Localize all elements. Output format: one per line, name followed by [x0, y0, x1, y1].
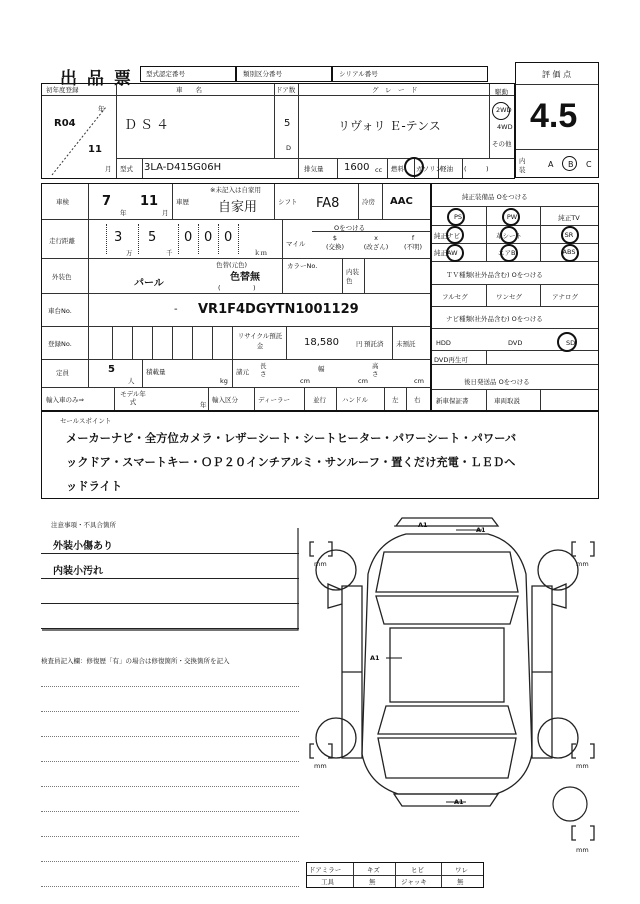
handle-right: 右 [414, 396, 421, 404]
genuine-leather: 革シート [496, 232, 522, 240]
later-warranty: 新車保証書 [436, 397, 469, 405]
note-line-2: 内装小汚れ [53, 566, 103, 577]
fuel-label: 燃料 [391, 165, 404, 173]
handle-left: 左 [392, 396, 399, 404]
details-block [41, 183, 431, 411]
recycle-value: 18,580 [304, 337, 339, 348]
doors-value: 5 [284, 118, 291, 129]
color-paren: ( ) [218, 284, 256, 292]
abs-circle [561, 244, 579, 262]
inspection-label: 車検 [56, 198, 69, 206]
vehicle-block [41, 83, 515, 179]
width-unit: cm [358, 377, 368, 385]
tv-fullseg: フルセグ [442, 293, 468, 301]
genuine-airbag: エアB [498, 249, 516, 257]
ac-label: 冷房 [362, 198, 375, 206]
year-value: R04 [54, 118, 76, 129]
genuine-ps: PS [453, 213, 463, 221]
mileage-digit-2: 5 [148, 230, 157, 245]
dvd-playback-label: DVD再生可 [434, 356, 468, 364]
model-label: 型式 [120, 165, 133, 173]
footer-table [306, 862, 484, 888]
inspector-label: 検査員記入欄：修復歴「有」の場合は修復箇所・交換箇所を記入 [41, 657, 230, 665]
color-change-label: 色替(元色) [216, 261, 248, 269]
mileage-man-unit: 万 [126, 249, 133, 257]
selling-point-line-1: メーカーナビ・全方位カメラ・レザーシート・シートヒーター・パワーシート・パワーバ [66, 432, 517, 445]
selling-point-line-2: ックドア・スマートキー・ＯＰ２０インチアルミ・サンルーフ・置くだけ充電・ＬＥＤヘ [66, 456, 516, 469]
import-parallel: 並行 [313, 396, 326, 404]
capacity-label: 定員 [56, 369, 69, 377]
interior-grade-b-circle [562, 156, 577, 171]
drive-other: その他 [492, 140, 512, 148]
shift-label: シフト [278, 198, 298, 206]
fuel-gasoline-circle [404, 157, 424, 177]
footer-header-scratch: キズ [367, 866, 380, 874]
history-label: 車歴 [176, 198, 189, 206]
model-cert-label: 型式認定番号 [146, 70, 185, 78]
damage-mark-front-left: A1 [418, 521, 428, 529]
selling-points-label: セールスポイント [60, 417, 112, 425]
interior-color-label: 内装色 [346, 268, 359, 285]
pw-circle [502, 208, 520, 226]
note-line-1: 外装小傷あり [53, 541, 113, 552]
mileage-digit-5: 0 [224, 230, 233, 245]
footer-value-tool: 工具 [321, 878, 334, 886]
circle-note: Oをつける [334, 224, 366, 232]
mileage-digit-1: 3 [114, 230, 123, 245]
footer-header-break: ワレ [455, 866, 468, 874]
inspection-month: 11 [140, 194, 159, 209]
car-damage-diagram [306, 512, 606, 842]
damage-mark-left-door: A1 [370, 654, 380, 662]
height-label: 高さ [372, 362, 379, 378]
drive-label: 駆動 [495, 88, 508, 96]
genuine-abs: ABS [562, 248, 576, 256]
mile-label: マイル [286, 240, 306, 248]
footer-value-tool-status: 無 [369, 878, 376, 886]
unknown-label: f (不明) [403, 234, 423, 251]
color-change-value: 色替無 [230, 272, 260, 283]
notes-label: 注意事項・不具合箇所 [51, 521, 116, 529]
genuine-sr: SR [564, 231, 574, 239]
model-cert-field [140, 66, 236, 82]
genuine-navi: 純正ナビ [434, 232, 460, 240]
footer-value-jack: ジャッキ [401, 878, 427, 886]
selling-point-line-3: ッドライト [66, 480, 123, 493]
displacement-unit: cc [375, 166, 383, 174]
car-name-value: ＤＳ４ [124, 118, 173, 133]
exterior-color-label: 外装色 [52, 273, 72, 281]
ps-circle [447, 208, 465, 226]
footer-value-jack-status: 無 [457, 878, 464, 886]
shift-value: FA8 [316, 196, 340, 211]
interior-grade-label: 内装 [519, 157, 526, 174]
ac-value: AAC [390, 196, 413, 207]
recycle-label: リサイクル預託金 [237, 332, 283, 350]
color-no-label: カラーNo. [287, 262, 318, 270]
notes-bracket [40, 524, 300, 634]
import-label: 輸入車のみ⇒ [46, 396, 84, 404]
capacity-unit: 人 [128, 377, 135, 385]
interior-grade-c: C [586, 160, 592, 169]
sr-circle [561, 226, 579, 244]
displacement-value: 1600 [344, 162, 370, 173]
exchange-label: $ (交換) [325, 234, 345, 251]
mileage-label: 走行距離 [49, 237, 75, 245]
sheet-title: 出 品 票 [60, 69, 133, 89]
genuine-title: 純正装備品 Oをつける [462, 193, 528, 201]
evaluation-box [515, 62, 599, 178]
mm-spare: mm [576, 846, 589, 854]
airbag-circle [500, 244, 518, 262]
mm-rear-right: mm [576, 762, 589, 770]
class-label: 類別区分番号 [243, 70, 282, 78]
mileage-digit-3: 0 [184, 230, 193, 245]
recycle-unit: 円 [356, 340, 363, 348]
selling-points-box [41, 411, 599, 499]
spec-label: 諸元 [236, 368, 249, 376]
leather-circle [500, 226, 518, 244]
mileage-digit-4: 0 [204, 230, 213, 245]
serial-label: シリアル番号 [339, 70, 378, 78]
diesel-label: 軽油 [440, 165, 453, 173]
height-unit: cm [414, 377, 424, 385]
score-value: 4.5 [530, 97, 578, 135]
width-label: 幅 [318, 365, 325, 373]
recycle-paid: 預託済 [364, 340, 384, 348]
mm-front-left: mm [314, 560, 327, 568]
length-unit: cm [300, 377, 310, 385]
model-year-unit: 年 [200, 401, 207, 409]
import-class-label: 輸入区分 [212, 396, 238, 404]
aw-circle [446, 244, 464, 262]
genuine-aw: 純正AW [434, 249, 458, 257]
load-label: 積載量 [146, 368, 166, 376]
inspection-month-unit: 月 [162, 209, 169, 217]
nav-title: ナビ種類(社外品含む) Oをつける [446, 315, 543, 323]
grade-value: リヴォリ Ｅ-テンス [338, 119, 441, 133]
sd-circle [557, 332, 577, 352]
tv-analog: アナログ [552, 293, 578, 301]
displacement-label: 排気量 [304, 165, 324, 173]
load-unit: kg [220, 377, 228, 385]
drive-2wd-circle [492, 102, 510, 120]
fuel-value: ガソリン [416, 165, 442, 173]
drive-2wd: 2WD [496, 106, 512, 114]
name-label: 車 名 [176, 86, 202, 94]
footer-header-crack: ヒビ [411, 866, 424, 874]
altered-label: x (改ざん) [363, 234, 389, 251]
mileage-sen-unit: 千 [166, 249, 173, 257]
exterior-color-value: パール [134, 278, 164, 289]
drive-4wd: 4WD [497, 123, 513, 131]
length-label: 長さ [260, 362, 267, 378]
month-value: 11 [88, 144, 102, 155]
chassis-dash: - [174, 304, 178, 315]
capacity-value: 5 [108, 364, 115, 375]
serial-field [332, 66, 488, 82]
chassis-label: 車台No. [48, 307, 72, 315]
not-registered-note: ※未記入は自家用 [210, 186, 261, 194]
recycle-unpaid: 未預託 [396, 340, 416, 348]
navi-circle [446, 226, 464, 244]
import-dealer: ディーラー [258, 396, 290, 404]
tv-title: ＴＶ種類(社外品含む) Oをつける [446, 271, 543, 279]
doors-suffix: D [286, 144, 292, 152]
later-manual: 車両取説 [494, 397, 520, 405]
nav-hdd: HDD [436, 339, 451, 347]
month-unit: 月 [105, 165, 112, 173]
mm-rear-left: mm [314, 762, 327, 770]
nav-dvd: DVD [508, 339, 523, 347]
damage-mark-front-right: A1 [476, 526, 486, 534]
doors-label: ドア数 [276, 86, 296, 94]
inspection-year: 7 [102, 194, 112, 209]
interior-grade-a: A [548, 160, 554, 169]
diesel-paren: ( ) [464, 165, 489, 173]
history-value: 自家用 [218, 200, 258, 215]
year-unit: 年 [98, 105, 105, 113]
model-year-label: モデル年式 [120, 390, 146, 406]
chassis-value: VR1F4DGYTN1001129 [198, 302, 359, 317]
grade-label: グ レ ー ド [372, 86, 418, 94]
eval-label: 評 価 点 [542, 70, 572, 79]
nav-sd: SD [566, 339, 576, 347]
genuine-pw: PW [506, 213, 518, 221]
damage-mark-rear: A1 [454, 798, 464, 806]
first-reg-label: 初年度登録 [46, 86, 79, 94]
reg-no-label: 登録No. [48, 340, 72, 348]
inspection-year-unit: 年 [120, 209, 127, 217]
handle-label: ハンドル [342, 396, 368, 404]
later-title: 後日発送品 Oをつける [464, 378, 530, 386]
km-unit: ｋｍ [254, 249, 267, 257]
footer-header-mirror: ドアミラー [309, 866, 342, 874]
genuine-tv: 純正TV [558, 214, 580, 222]
mm-front-right: mm [576, 560, 589, 568]
interior-grade-b: B [568, 160, 574, 169]
class-field [236, 66, 332, 82]
tv-oneseg: ワンセグ [496, 293, 522, 301]
model-value: 3LA-D415G06H [144, 162, 222, 173]
